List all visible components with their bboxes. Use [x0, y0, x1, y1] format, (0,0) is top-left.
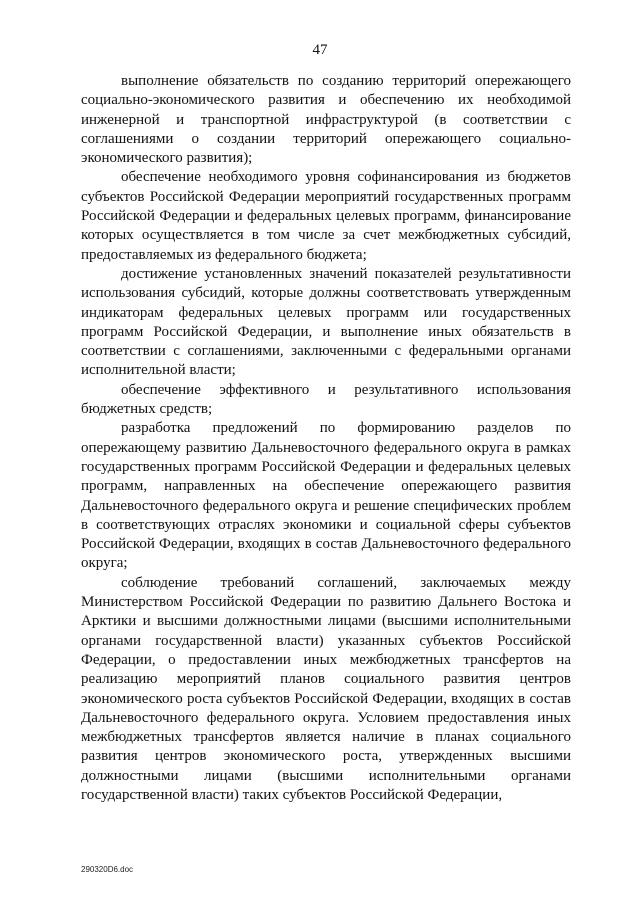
paragraph: обеспечение эффективного и результативного использования бюджетных средств;	[81, 381, 571, 418]
file-name-footer: 290320D6.doc	[81, 865, 134, 874]
paragraph: обеспечение необходимого уровня софинансирования из бюджетов субъектов Российской Федерации мероприятий государственных программ Российской Федерации и федеральных целевых программ, финансирование которых осуществляется в том числе за счет межбюджетных субсидий, предоставляемых из федерального бюджета;	[81, 169, 571, 263]
paragraph: разработка предложений по формированию разделов по опережающему развитию Дальневосточного федерального округа в рамках государственных программ Российской Федерации и федеральных целевых программ, направленных на обеспечение опережающего развития Дальневосточного федерального округа и решение специфических проблем в соответствующих отраслях экономики и социальной сферы субъектов Российской Федерации, входящих в состав Дальневосточного федерального округа;	[81, 420, 571, 572]
page-number: 47	[312, 42, 328, 58]
paragraph: достижение установленных значений показателей результативности использования субсидий, которые должны соответствовать утвержденным индикаторам федеральных целевых программ или государственных программ Российской Федерации, и выполнение иных обязательств в соответствии с соглашениями, заключенными с федеральными органами исполнительной власти;	[81, 265, 571, 379]
document-body	[81, 72, 571, 805]
paragraph: соблюдение требований соглашений, заключаемых между Министерством Российской Федерации по развитию Дальнего Востока и Арктики и высшими должностными лицами (высшими исполнительными органами государственной власти) указанных субъектов Российской Федерации, о предоставлении иных межбюджетных трансфертов на реализацию мероприятий планов социального развития центров экономического роста субъектов Российской Федерации, входящих в состав Дальневосточного федерального округа. Условием предоставления иных межбюджетных трансфертов является наличие в планах социального развития центров экономического роста, утвержденных высшими должностными лицами (высшими исполнительными органами государственной власти) таких субъектов Российской Федерации,	[81, 574, 571, 803]
paragraph: выполнение обязательств по созданию территорий опережающего социально-экономического развития и обеспечению их необходимой инженерной и транспортной инфраструктурой (в соответствии с соглашениями о создании территорий опережающего социально-экономического развития);	[81, 73, 571, 167]
